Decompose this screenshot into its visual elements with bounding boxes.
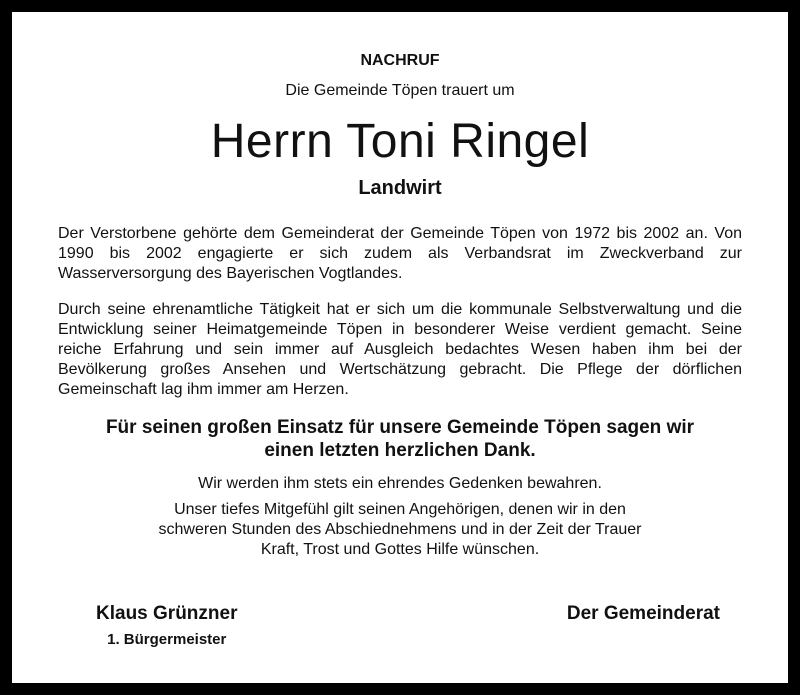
condolence-line-1: Unser tiefes Mitgefühl gilt seinen Angehörigen, denen wir in den <box>174 500 626 518</box>
mayor-signature <box>96 603 237 648</box>
thanks-statement <box>58 416 742 462</box>
intro-line: Die Gemeinde Töpen trauert um <box>285 82 515 99</box>
thanks-line-1: Für seinen großen Einsatz für unsere Gemeinde Töpen sagen wir <box>105 416 695 438</box>
paragraph-merits: Durch seine ehrenamtliche Tätigkeit hat er sich um die kommunale Selbstverwaltung und die Entwicklung seiner Heimatgemeinde Töpen in besonderer Weise verdient gemacht. Seine reiche Erfahrung und sein immer auf Ausgleich bedachtes Wesen haben ihm bei der Bevölkerung großes Ansehen und Wertschätzung gebracht. Die Pflege der dörflichen Gemeinschaft lag ihm immer am Herzen. <box>58 300 742 398</box>
mayor-name: Klaus Grünzner <box>96 603 238 624</box>
council-name: Der Gemeinderat <box>566 603 720 624</box>
thanks-line-2: einen letzten herzlichen Dank. <box>264 439 536 461</box>
memory-line: Wir werden ihm stets ein ehrendes Gedenken bewahren. <box>198 474 602 492</box>
council-signature <box>567 603 720 625</box>
notice-heading: NACHRUF <box>360 52 440 69</box>
condolence-line-3: Kraft, Trost und Gottes Hilfe wünschen. <box>260 540 540 558</box>
paragraph-council: Der Verstorbene gehörte dem Gemeinderat der Gemeinde Töpen von 1972 bis 2002 an. Von 1990 bis 2002 engagierte er sich zudem als Verbandsrat im Zweckverband zur Wasserversorgung des Bayerischen Vogtlandes. <box>58 224 742 282</box>
condolence-text <box>58 500 742 560</box>
deceased-name: Herrn Toni Ringel <box>210 115 590 168</box>
obituary-notice <box>58 46 742 560</box>
condolence-line-2: schweren Stunden des Abschiednehmens und in der Zeit der Trauer <box>158 520 642 538</box>
mayor-title: 1. Bürgermeister <box>107 631 227 648</box>
profession: Landwirt <box>358 176 442 199</box>
